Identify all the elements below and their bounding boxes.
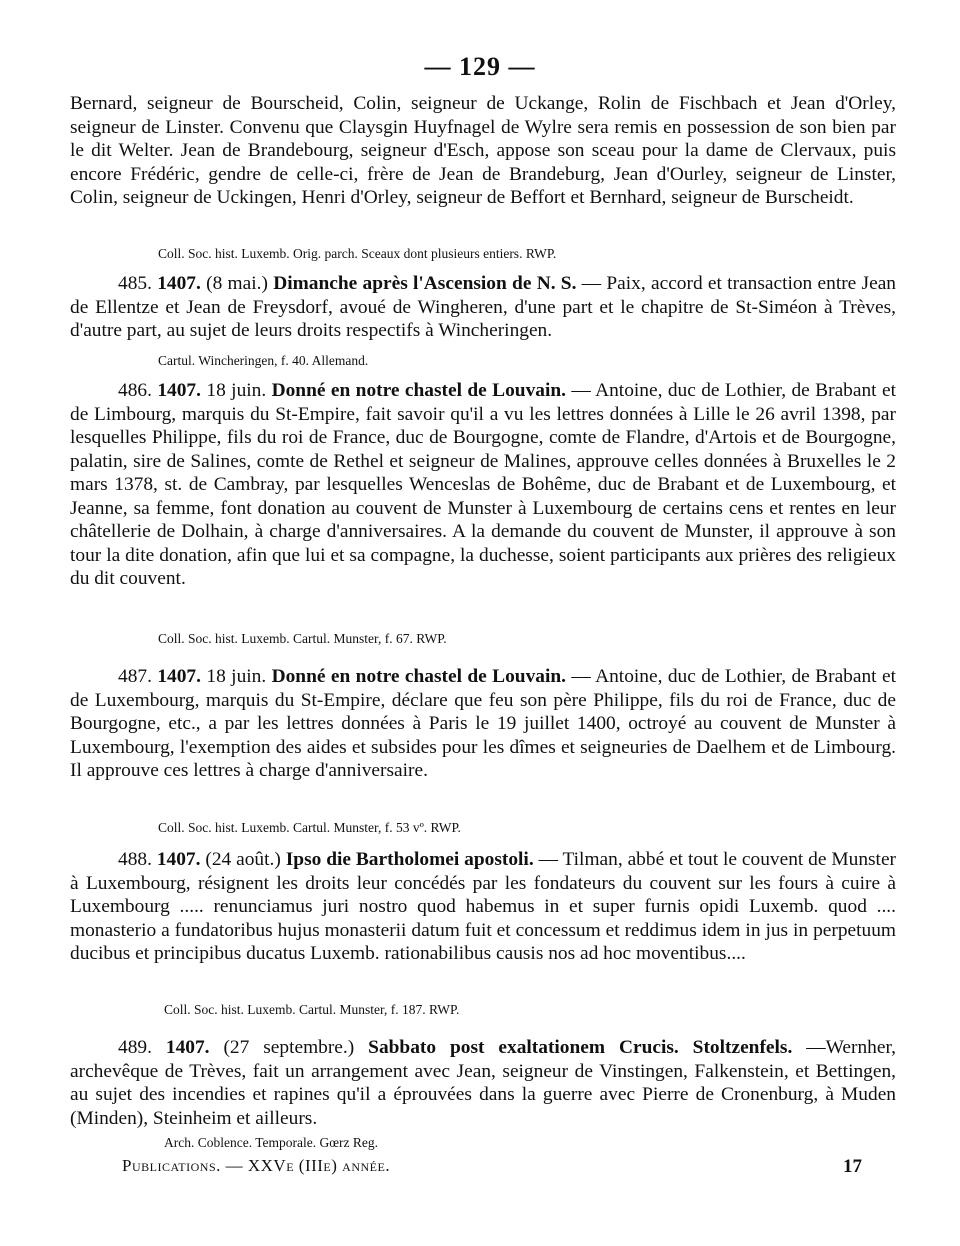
entry-year: 1407.	[157, 666, 201, 687]
entry-486	[70, 379, 896, 591]
entry-number: 489.	[118, 1037, 152, 1058]
intro-text: Bernard, seigneur de Bourscheid, Colin, seigneur de Uckange, Rolin de Fischbach et Jean d'Orley, seigneur de Linster. Convenu que Claysgin Huyfnagel de Wylre sera remis en possession de son bien par le dit Welter. Jean de Brandebourg, seigneur d'Esch, appose son sceau pour la dame de Clervaux, puis encore Frédéric, gendre de celle-ci, frère de Jean de Brandeburg, Jean d'Ourley, seigneur de Linster, Colin, seigneur de Uckingen, Henri d'Orley, seigneur de Beffort et Bernhard, seigneur de Burscheidt.	[70, 93, 896, 208]
entry-date: 18 juin.	[206, 380, 267, 401]
entry-number: 487.	[118, 666, 152, 687]
entry-place: Donné en notre chastel de Louvain.	[271, 380, 566, 401]
entry-485	[70, 272, 896, 343]
entry-489	[70, 1036, 896, 1130]
entry-date: 18 juin.	[206, 666, 267, 687]
footer-publication: Publications. — XXVe (IIIe) année.	[122, 1156, 391, 1175]
entry-number: 486.	[118, 380, 152, 401]
entry-number: 485.	[118, 273, 152, 294]
entry-text: — Antoine, duc de Lothier, de Brabant et de Luxembourg, marquis du St-Empire, déclare que feu son père Philippe, fils du roi de France, duc de Bourgogne, etc., a par les lettres données à Paris le 19 juillet 1400, octroyé au couvent de Munster à Luxembourg, l'exemption des aides et subsides pour les dîmes et seigneuries de Daelhem et de Limbourg. Il approuve ces lettres à charge d'anniversaire.	[70, 666, 896, 781]
entry-place: Dimanche après l'Ascension de N. S.	[273, 273, 577, 294]
entry-text: — Tilman, abbé et tout le couvent de Munster à Luxembourg, résignent les droits leur concédés par les fondateurs du couvent sur les fours à cuire à Luxembourg ..... renunciamus juri nostro quod habemus in et super furnis opidi Luxemb. quod .... monasterio a fundatoribus hujus monasterii datum fuit et concessum et reddimus idem in jus in perpetuum ducibus et principibus ducatus Luxemb. rationabilibus causis nos ad hoc moventibus....	[70, 849, 897, 964]
entry-text: — Paix, accord et transaction entre Jean de Ellentze et Jean de Freysdorf, avoué de Wingheren, d'une part et le chapitre de St-Siméon à Trèves, d'autre part, au sujet de leurs droits respectifs à Wincheringen.	[70, 273, 896, 341]
entry-489-source: Arch. Coblence. Temporale. Gœrz Reg.	[164, 1135, 378, 1150]
footer-signature-number: 17	[843, 1156, 862, 1177]
entry-year: 1407.	[157, 273, 201, 294]
intro-source: Coll. Soc. hist. Luxemb. Orig. parch. Sceaux dont plusieurs entiers. RWP.	[158, 246, 557, 261]
entry-number: 488.	[118, 849, 152, 870]
entry-place: Ipso die Bartholomei apostoli.	[285, 849, 534, 870]
entry-place: Donné en notre chastel de Louvain.	[271, 666, 566, 687]
entry-date: (27 septembre.)	[223, 1037, 355, 1058]
entry-486-source: Coll. Soc. hist. Luxemb. Cartul. Munster, f. 67. RWP.	[158, 631, 447, 646]
entry-year: 1407.	[157, 380, 201, 401]
entry-488-source: Coll. Soc. hist. Luxemb. Cartul. Munster, f. 187. RWP.	[164, 1002, 460, 1017]
entry-text: — Antoine, duc de Lothier, de Brabant et de Limbourg, marquis du St-Empire, fait savoir qu'il a vu les lettres données à Lille le 26 avril 1398, par lesquelles Philippe, fils du roi de France, duc de Bourgogne, comte de Flandre, d'Artois et de Bourgogne, palatin, sire de Salines, comte de Rethel et seigneur de Malines, approuve celles données à Bruxelles le 2 mars 1378, st. de Cambray, par lesquelles Wenceslas de Bohême, duc de Brabant et de Luxembourg, et Jeanne, sa femme, font donation au couvent de Munster à Luxembourg de certains cens et rentes en leur châtellerie de Dolhain, à charge d'anniversaires. A la demande du couvent de Munster, il approuve à son tour la dite donation, afin que lui et sa compagne, la duchesse, soient participants aux prières des religieux du dit couvent.	[70, 380, 896, 589]
entry-487-source: Coll. Soc. hist. Luxemb. Cartul. Munster, f. 53 vº. RWP.	[158, 820, 461, 835]
intro-paragraph	[70, 92, 896, 210]
entry-year: 1407.	[165, 1037, 210, 1058]
entry-year: 1407.	[156, 849, 201, 870]
entry-text: —Wernher, archevêque de Trèves, fait un arrangement avec Jean, seigneur de Vinstingen, Falkenstein, et Bettingen, au sujet des incendies et rapines qu'il a éprouvées dans la guerre avec Pierre de Cronenburg, à Muden (Minden), Steinheim et ailleurs.	[70, 1037, 896, 1129]
entry-date: (8 mai.)	[206, 273, 268, 294]
entry-date: (24 août.)	[205, 849, 281, 870]
entry-488	[70, 848, 896, 966]
entry-487	[70, 665, 896, 783]
page-number: — 129 —	[424, 52, 536, 81]
entry-place: Sabbato post exaltationem Crucis. Stoltzenfels.	[368, 1037, 793, 1058]
page-footer	[122, 1156, 862, 1176]
entry-485-source: Cartul. Wincheringen, f. 40. Allemand.	[158, 353, 369, 368]
